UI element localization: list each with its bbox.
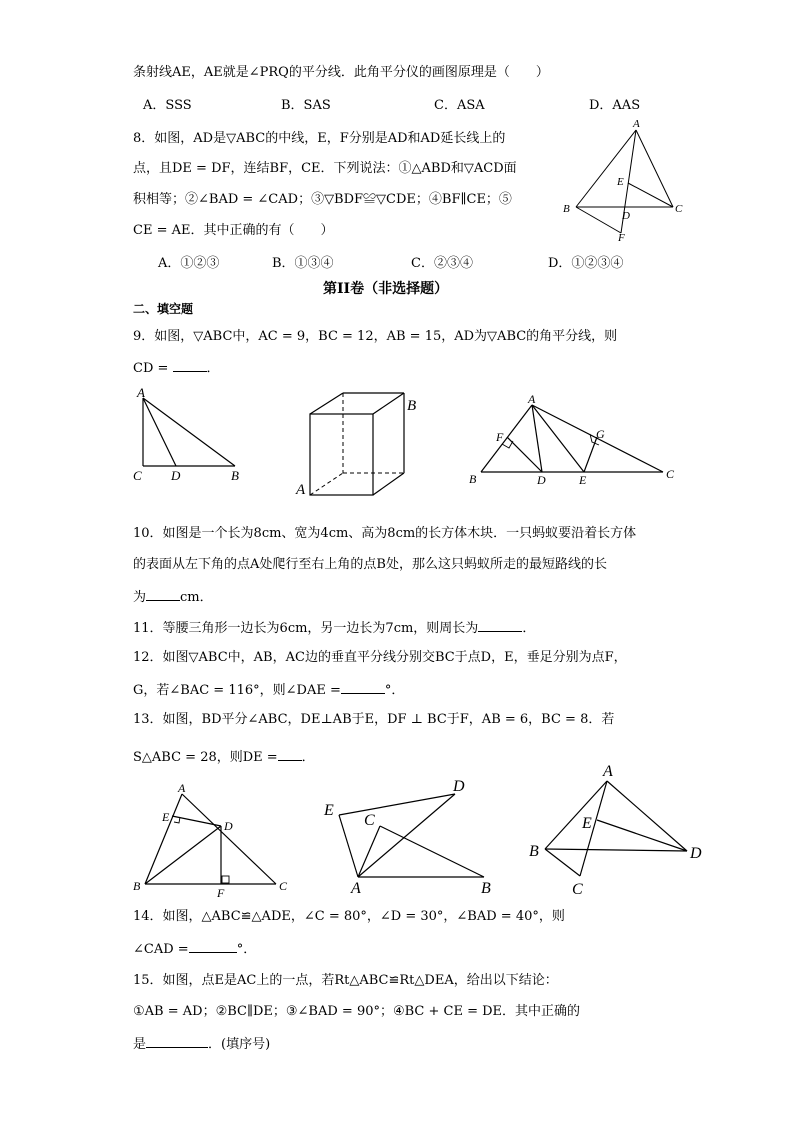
q10-line-2: 的表面从左下角的点A处爬行至右上角的点B处，那么这只蚂蚁所走的最短路线的长 [133, 557, 607, 572]
q15-answer-blank[interactable] [146, 1033, 208, 1048]
q11-suffix: ． [522, 621, 536, 636]
q15-line-2: ①AB = AD；②BC∥DE；③∠BAD = 90°；④BC + CE = DE．其中正确的 [133, 1004, 581, 1019]
q7-option-d: D．AAS [589, 98, 641, 113]
q9-suffix: ． [206, 361, 220, 376]
q13-text: S△ABC = 28，则DE = [133, 750, 278, 765]
q8-label-d: D [622, 210, 630, 222]
q8-line-1: 8．如图，AD是▽ABC的中线，E，F分别是AD和AD延长线上的 [133, 131, 506, 146]
q15-prefix: 是 [133, 1037, 147, 1052]
part2-title: 第II卷（非选择题） [323, 281, 449, 297]
q14-label-b: B [481, 880, 491, 897]
q10-line-1: 10．如图是一个长为8cm、宽为4cm、高为8cm的长方体木块．一只蚂蚁要沿着长方体 [133, 526, 637, 541]
q15-label-a: A [603, 763, 613, 780]
q7-text: 条射线AE，AE就是∠PRQ的平分线．此角平分仪的画图原理是（ ） [133, 65, 549, 80]
section2-title: 二、填空题 [133, 302, 194, 316]
q12-line-1: 12．如图▽ABC中，AB，AC边的垂直平分线分别交BC于点D，E，垂足分别为点F， [133, 650, 627, 665]
q8-label-c: C [675, 203, 683, 215]
q11-text: 11．等腰三角形一边长为6cm，另一边长为7cm，则周长为 [133, 621, 479, 636]
q7-option-b: B．SAS [281, 98, 331, 113]
q7-option-a: A．SSS [143, 98, 192, 113]
q9-label-d: D [171, 468, 181, 483]
q12-label-f: F [496, 430, 504, 444]
q14-label-a: A [351, 880, 361, 897]
q8-option-c: C．②③④ [411, 256, 473, 271]
q7-option-c: C．ASA [434, 98, 485, 113]
q14-answer-blank[interactable] [189, 938, 237, 953]
q12-label-g: G [596, 427, 605, 441]
q9-cd-prefix: CD = [133, 361, 173, 376]
q15-line-3 [133, 1033, 270, 1055]
q14-label-e: E [324, 802, 334, 819]
q8-option-d: D．①②③④ [548, 256, 624, 271]
q8-option-a: A．①②③ [158, 256, 220, 271]
q14-suffix: °． [236, 942, 257, 957]
q15-label-c: C [572, 881, 583, 898]
q10-prefix: 为 [133, 590, 147, 605]
q9-label-c: C [133, 468, 142, 483]
q12-label-a: A [528, 392, 536, 406]
q12-text: G，若∠BAC = 116°，则∠DAE = [133, 683, 341, 698]
q12-label-e: E [579, 473, 587, 487]
q12-label-b: B [469, 472, 477, 486]
q13-suffix: ． [301, 750, 315, 765]
q14-text: ∠CAD = [133, 942, 189, 957]
q15-label-d: D [690, 845, 702, 862]
q9-label-a: A [137, 385, 145, 400]
q15-label-b: B [529, 843, 539, 860]
cube-label-a: A [296, 482, 306, 498]
q8-label-a: A [633, 118, 640, 130]
q13-line-1: 13．如图，BD平分∠ABC，DE⊥AB于E，DF ⊥ BC于F，AB = 6，BC = 8．若 [133, 712, 615, 727]
q14-line-2 [133, 938, 256, 960]
q13-label-c: C [279, 879, 288, 893]
q9-line-1: 9．如图，▽ABC中，AC = 9，BC = 12，AB = 15，AD为▽ABC的角平分线，则 [133, 329, 618, 344]
q15-label-e: E [582, 815, 592, 832]
q8-line-4: CE = AE．其中正确的有（ ） [133, 223, 334, 238]
cube-label-b: B [407, 398, 417, 414]
q14-label-d: D [453, 778, 465, 795]
q14-label-c: C [364, 812, 375, 829]
q15-line-1: 15．如图，点E是AC上的一点，若Rt△ABC≌Rt△DEA，给出以下结论： [133, 973, 558, 988]
q8-option-b: B．①③④ [272, 256, 334, 271]
q10-suffix: cm． [180, 590, 213, 605]
q13-label-b: B [133, 879, 141, 893]
q13-label-e: E [162, 810, 170, 824]
q12-label-d: D [537, 473, 546, 487]
q13-label-d: D [224, 819, 233, 833]
q12-label-c: C [666, 467, 675, 481]
q9-label-b: B [231, 468, 239, 483]
q8-label-e: E [617, 176, 624, 188]
q12-suffix: °． [384, 683, 405, 698]
q8-line-3: 积相等；②∠BAD = ∠CAD；③▽BDF≌▽CDE；④BF∥CE；⑤ [133, 192, 512, 207]
q13-label-f: F [217, 886, 225, 900]
q15-suffix: ．(填序号) [208, 1037, 271, 1052]
q14-line-1: 14．如图，△ABC≌△ADE，∠C = 80°，∠D = 30°，∠BAD = 40°，则 [133, 909, 565, 924]
q8-label-b: B [563, 203, 570, 215]
q8-label-f: F [618, 232, 625, 244]
q13-label-a: A [178, 781, 186, 795]
q8-line-2: 点，且DE = DF，连结BF，CE．下列说法：①△ABD和▽ACD面 [133, 161, 517, 176]
